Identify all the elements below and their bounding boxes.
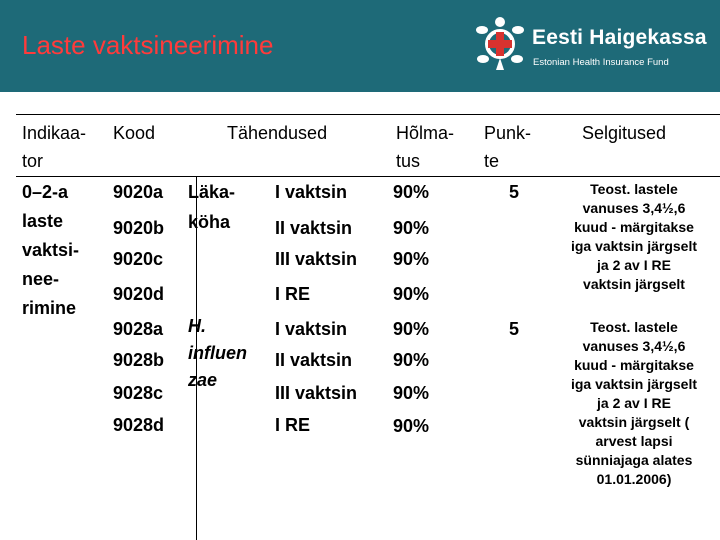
dose-cell: I vaktsin	[275, 182, 348, 202]
logo-name: Eesti Haigekassa	[532, 26, 707, 49]
explanation-line: ja 2 av I RE	[597, 257, 671, 273]
coverage-cell: 90%	[393, 350, 430, 370]
points-cell: 5	[508, 182, 519, 202]
explanation-cell	[552, 180, 716, 294]
table-header-divider	[16, 176, 720, 177]
header-punkte-line1: Punk-	[484, 123, 532, 143]
dose-cell: III vaktsin	[275, 383, 358, 403]
coverage-cell: 90%	[393, 182, 430, 202]
code-cell: 9028b	[113, 350, 165, 370]
dose-cell: II vaktsin	[275, 218, 353, 238]
indicator-line1: 0–2-a	[22, 182, 69, 202]
header-punkte-line2: te	[484, 151, 500, 171]
explanation-line: Teost. lastele	[590, 181, 678, 197]
vaccination-table	[16, 114, 720, 540]
explanation-line: kuud - märgitakse	[574, 219, 694, 235]
turtle-cross-logo-icon	[472, 14, 528, 78]
header-indikaator-line1: Indikaa-	[22, 123, 87, 143]
dose-cell: I RE	[275, 284, 311, 304]
coverage-cell: 90%	[393, 249, 430, 269]
explanation-line: vaktsin järgselt (	[578, 414, 690, 430]
code-cell: 9028d	[113, 415, 165, 435]
header-holmatus-line2: tus	[396, 151, 421, 171]
header-tahendused: Tähendused	[227, 123, 328, 143]
coverage-cell: 90%	[393, 284, 430, 304]
slide-title: Laste vaktsineerimine	[22, 30, 274, 60]
dose-cell: I vaktsin	[275, 319, 348, 339]
code-cell: 9028a	[113, 319, 164, 339]
code-cell: 9020c	[113, 249, 164, 269]
explanation-line: kuud - märgitakse	[574, 357, 694, 373]
explanation-line: 01.01.2006)	[596, 471, 672, 487]
slide-header	[0, 0, 720, 92]
explanation-line: vaktsin järgselt	[583, 276, 685, 292]
header-kood: Kood	[113, 123, 156, 143]
header-indikaator-line2: tor	[22, 151, 44, 171]
explanation-line: ja 2 av I RE	[597, 395, 671, 411]
explanation-line: vanuses 3,4½,6	[582, 338, 686, 354]
disease-line2: influen	[188, 343, 247, 363]
explanation-line: iga vaktsin järgselt	[570, 238, 698, 254]
coverage-cell: 90%	[393, 319, 430, 339]
code-cell: 9020d	[113, 284, 165, 304]
points-cell: 5	[508, 319, 519, 339]
dose-cell: II vaktsin	[275, 350, 353, 370]
coverage-cell: 90%	[393, 383, 430, 403]
coverage-cell: 90%	[393, 416, 430, 436]
explanation-line: Teost. lastele	[590, 319, 678, 335]
coverage-cell: 90%	[393, 218, 430, 238]
logo-subtitle: Estonian Health Insurance Fund	[533, 57, 669, 68]
disease-line3: zae	[188, 370, 218, 390]
explanation-line: sünniajaga alates	[575, 452, 693, 468]
header-selgitused: Selgitused	[582, 123, 667, 143]
explanation-line: vanuses 3,4½,6	[582, 200, 686, 216]
explanation-cell	[552, 318, 716, 489]
indicator-line4: nee-	[22, 269, 60, 289]
indicator-line2: laste	[22, 211, 64, 231]
indicator-line5: rimine	[22, 298, 77, 318]
disease-line2: köha	[188, 212, 231, 232]
dose-cell: III vaktsin	[275, 249, 358, 269]
haigekassa-logo	[472, 14, 707, 78]
code-cell: 9020a	[113, 182, 164, 202]
disease-line1: H.	[188, 316, 206, 336]
code-cell: 9020b	[113, 218, 165, 238]
disease-line1: Läka-	[188, 182, 236, 202]
table-border-top	[16, 114, 720, 115]
explanation-line: arvest lapsi	[595, 433, 673, 449]
dose-cell: I RE	[275, 415, 311, 435]
explanation-line: iga vaktsin järgselt	[570, 376, 698, 392]
indicator-line3: vaktsi-	[22, 240, 80, 260]
code-cell: 9028c	[113, 383, 164, 403]
header-holmatus-line1: Hõlma-	[396, 123, 455, 143]
